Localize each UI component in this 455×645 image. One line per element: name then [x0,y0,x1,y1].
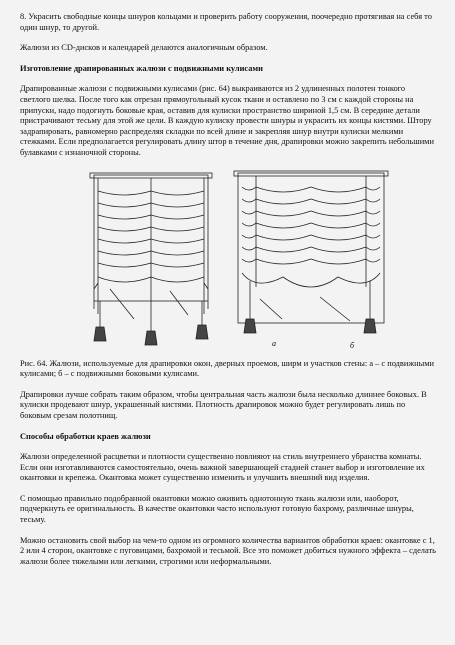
figure-label-a: а [272,338,276,348]
paragraph-edge-options: Можно остановить свой выбор на чем-то одном из огромного количества вариантов обработки краев: окантовке с 1, 2 или 4 сторон, окантовке с пуговицами, бахромой и тесьмой. Все это поможет добиться нужного эффекта – сделать жалюзи более тяжелыми или легкими, строгими или неформальными. [20,535,436,566]
figure-64 [20,169,437,355]
paragraph-edge-trim: С помощью правильно подобранной окантовки можно оживить однотонную ткань жалюзи или, наоборот, подчеркнуть ее оригинальность. В качестве окантовки часто используют готовую бахрому, различные шнуры, тесьму. [20,493,414,525]
paragraph-draping-tips: Драпировки лучше собрать таким образом, чтобы центральная часть жалюзи была несколько длиннее боковых. В кулиски продевают шнур, украшенный кистями. Плотность драпировок можно будет регулировать лишь по боковым срезам полотнищ. [20,389,427,420]
heading-edge-finishing: Способы обработки краев жалюзи [20,431,151,441]
paragraph-edge-style: Жалюзи определенной расцветки и плотности существенно повлияют на стиль внутреннего убранства комнаты. Если они изготавливаются самостоятельно, очень важной завершающей стадией станет выбор и изготовление их окантовки и крепежа. Окантовка может существенно изменить и улучшить внешний вид изделия. [20,452,425,483]
figure-caption: Рис. 64. Жалюзи, используемые для драпировки окон, дверных проемов, ширм и участков стены: а – с подвижными кулисами; б – с подвижными боковыми кулисами. [20,358,435,379]
figure-label-b: б [350,340,355,350]
paragraph-draped-description: Драпированные жалюзи с подвижными кулисами (рис. 64) выкраиваются из 2 удлиненных полотен тонкого светлого шелка. После того как отрезан прямоугольный кусок ткани и оставлено по 3 см с каждой стороны на припуски, надо подогнуть боковые края, оставив для кулиски пространство шириной 1,5 см. В середине детали пристрачивают тесьму для этой же цели. В каждую кулиску провести шнуры и украсить их концы кистями. Штору задрапировать, равномерно распределяя складки по всей длине и закрепляя шнур внутри кулиски мелкими стежками. Если предполагается регулировать длину штор в течение дня, драпировки можно закрепить небольшими булавками с изнаночной стороны. [20,84,434,157]
heading-draped-blinds: Изготовление драпированных жалюзи с подвижными кулисами [20,63,263,73]
paragraph-cd-blinds: Жалюзи из CD-дисков и календарей делаются аналогичным образом. [20,43,268,53]
paragraph-step-8: 8. Украсить свободные концы шнуров кольцами и проверить работу сооружения, поочередно протягивая на себя то один шнур, то другой. [20,12,432,32]
blinds-illustration [20,169,437,355]
